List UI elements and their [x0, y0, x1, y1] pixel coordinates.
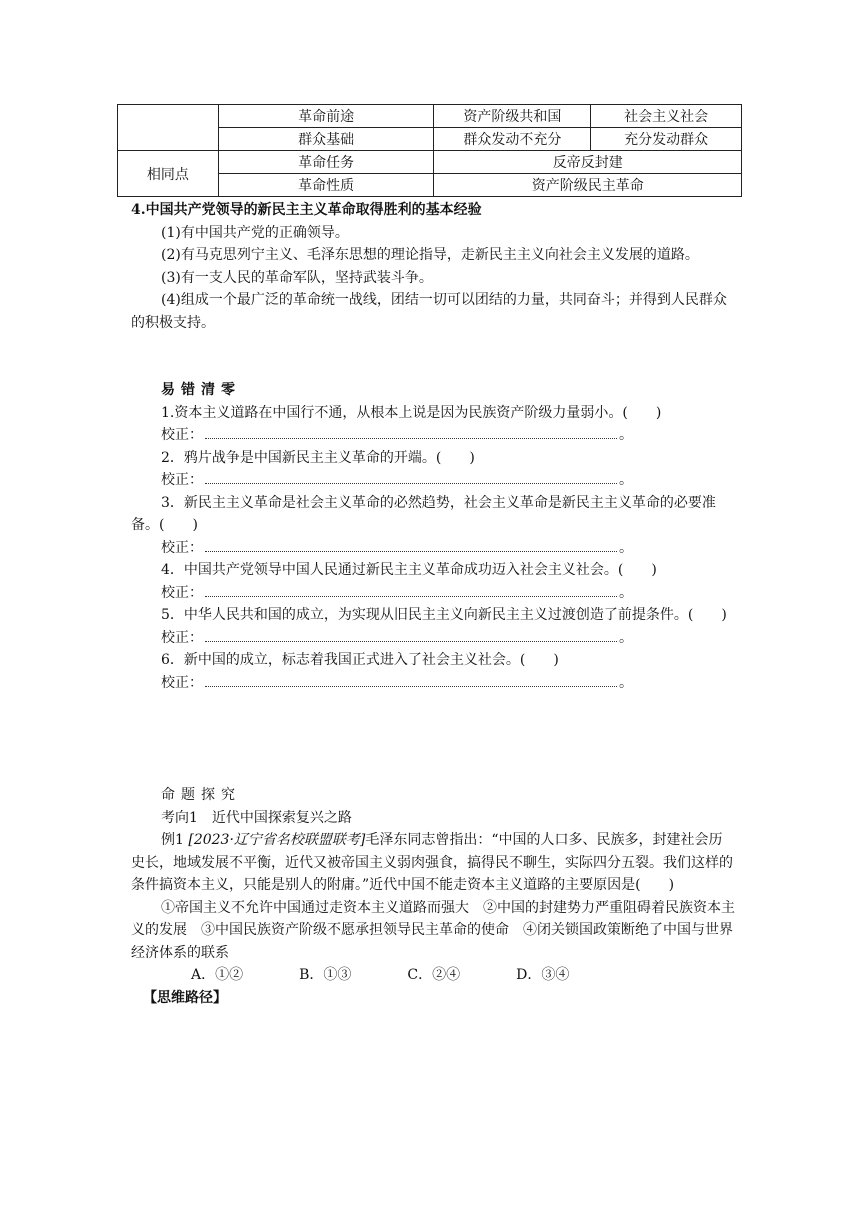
correction-blank[interactable] [205, 672, 617, 687]
table-cell: 群众基础 [218, 128, 434, 151]
error-item: 2．鸦片战争是中国新民主主义革命的开端。( ) [161, 449, 475, 466]
experience-item: (3)有一支人民的革命军队，坚持武装斗争。 [161, 269, 433, 286]
correction-line [131, 672, 736, 695]
choice-d[interactable]: D．③④ [516, 967, 570, 983]
inquiry-section [131, 784, 736, 1009]
experience-section [131, 199, 736, 334]
end-mark: 。 [619, 674, 633, 691]
end-mark: 。 [619, 629, 633, 646]
table-cell: 反帝反封建 [434, 151, 742, 174]
end-mark: 。 [619, 427, 633, 443]
error-item: 4．中国共产党领导中国人民通过新民主主义革命成功迈入社会主义社会。( ) [161, 562, 657, 578]
correction-label: 校正： [161, 472, 203, 488]
table-cell: 革命前途 [218, 105, 434, 128]
end-mark: 。 [619, 584, 633, 601]
table-cell: 社会主义社会 [591, 105, 742, 128]
choice-b[interactable]: B．①③ [299, 967, 352, 983]
correction-line [131, 582, 736, 605]
correction-label: 校正： [161, 674, 203, 691]
experience-item: (2)有马克思列宁主义、毛泽东思想的理论指导，走新民主主义向社会主义发展的道路。 [161, 247, 699, 263]
experience-heading: 4.中国共产党领导的新民主主义革命取得胜利的基本经验 [131, 202, 482, 218]
table-cell-empty [118, 105, 219, 151]
correction-line [131, 627, 736, 650]
errors-title: 易错清零 [161, 382, 241, 398]
correction-blank[interactable] [205, 537, 617, 552]
error-item: 6．新中国的成立，标志着我国正式进入了社会主义社会。( ) [161, 652, 559, 668]
table-row [118, 105, 742, 128]
table-cell: 资产阶级共和国 [434, 105, 591, 128]
correction-line [131, 537, 736, 560]
correction-label: 校正： [161, 584, 203, 601]
error-item: 1.资本主义道路在中国行不通，从根本上说是因为民族资产阶级力量弱小。( ) [161, 404, 662, 421]
example-text: 毛泽东同志曾指出：“中国的人口多、民族多，封建社会历史长，地域发展不平衡，近代又被帝国主义弱肉强食，搞得民不聊生，实际四分五裂。我们这样的条件搞资本主义，只能是别人的附庸。”近代中国不能走资本主义道路的主要原因是( ) [131, 832, 733, 893]
correction-blank[interactable] [205, 582, 617, 597]
correction-label: 校正： [161, 539, 203, 556]
choice-c[interactable]: C．②④ [407, 967, 461, 983]
error-item: 5．中华人民共和国的成立，为实现从旧民主主义向新民主主义过渡创造了前提条件。( ) [161, 607, 727, 623]
table-cell: 资产阶级民主革命 [434, 174, 742, 197]
error-item: 3．新民主主义革命是社会主义革命的必然趋势，社会主义革命是新民主主义革命的必要准备。( ) [131, 494, 716, 533]
table-cell: 充分发动群众 [591, 128, 742, 151]
example-source: [2023·辽宁省名校联盟联考] [188, 832, 366, 848]
correction-blank[interactable] [205, 424, 617, 439]
experience-item: (1)有中国共产党的正确领导。 [161, 224, 349, 241]
correction-label: 校正： [161, 629, 203, 646]
correction-blank[interactable] [205, 627, 617, 642]
answer-choices [131, 964, 736, 987]
correction-label: 校正： [161, 427, 203, 443]
end-mark: 。 [619, 539, 633, 556]
comparison-table [117, 104, 742, 197]
same-point-label: 相同点 [118, 151, 219, 197]
correction-blank[interactable] [205, 469, 617, 484]
errors-section [131, 379, 736, 694]
thinking-path-heading: 【思维路径】 [143, 989, 227, 1006]
end-mark: 。 [619, 472, 633, 488]
example-question [131, 829, 736, 897]
inquiry-direction: 考向1 近代中国探索复兴之路 [161, 809, 352, 826]
table-cell: 群众发动不充分 [434, 128, 591, 151]
correction-line [131, 424, 736, 447]
table-row [118, 151, 742, 174]
table-cell: 革命性质 [218, 174, 434, 197]
experience-item: (4)组成一个最广泛的革命统一战线，团结一切可以团结的力量，共同奋斗；并得到人民群众的积极支持。 [131, 292, 727, 331]
example-statements: ①帝国主义不允许中国通过走资本主义道路而强大 ②中国的封建势力严重阻碍着民族资本主义的发展 ③中国民族资产阶级不愿承担领导民主革命的使命 ④闭关锁国政策断绝了中国与世界经济体系的联系 [131, 899, 735, 961]
example-prefix: 例1 [161, 832, 184, 848]
inquiry-title: 命题探究 [161, 787, 241, 803]
correction-line [131, 469, 736, 492]
choice-a[interactable]: A．①② [191, 967, 244, 983]
table-cell: 革命任务 [218, 151, 434, 174]
